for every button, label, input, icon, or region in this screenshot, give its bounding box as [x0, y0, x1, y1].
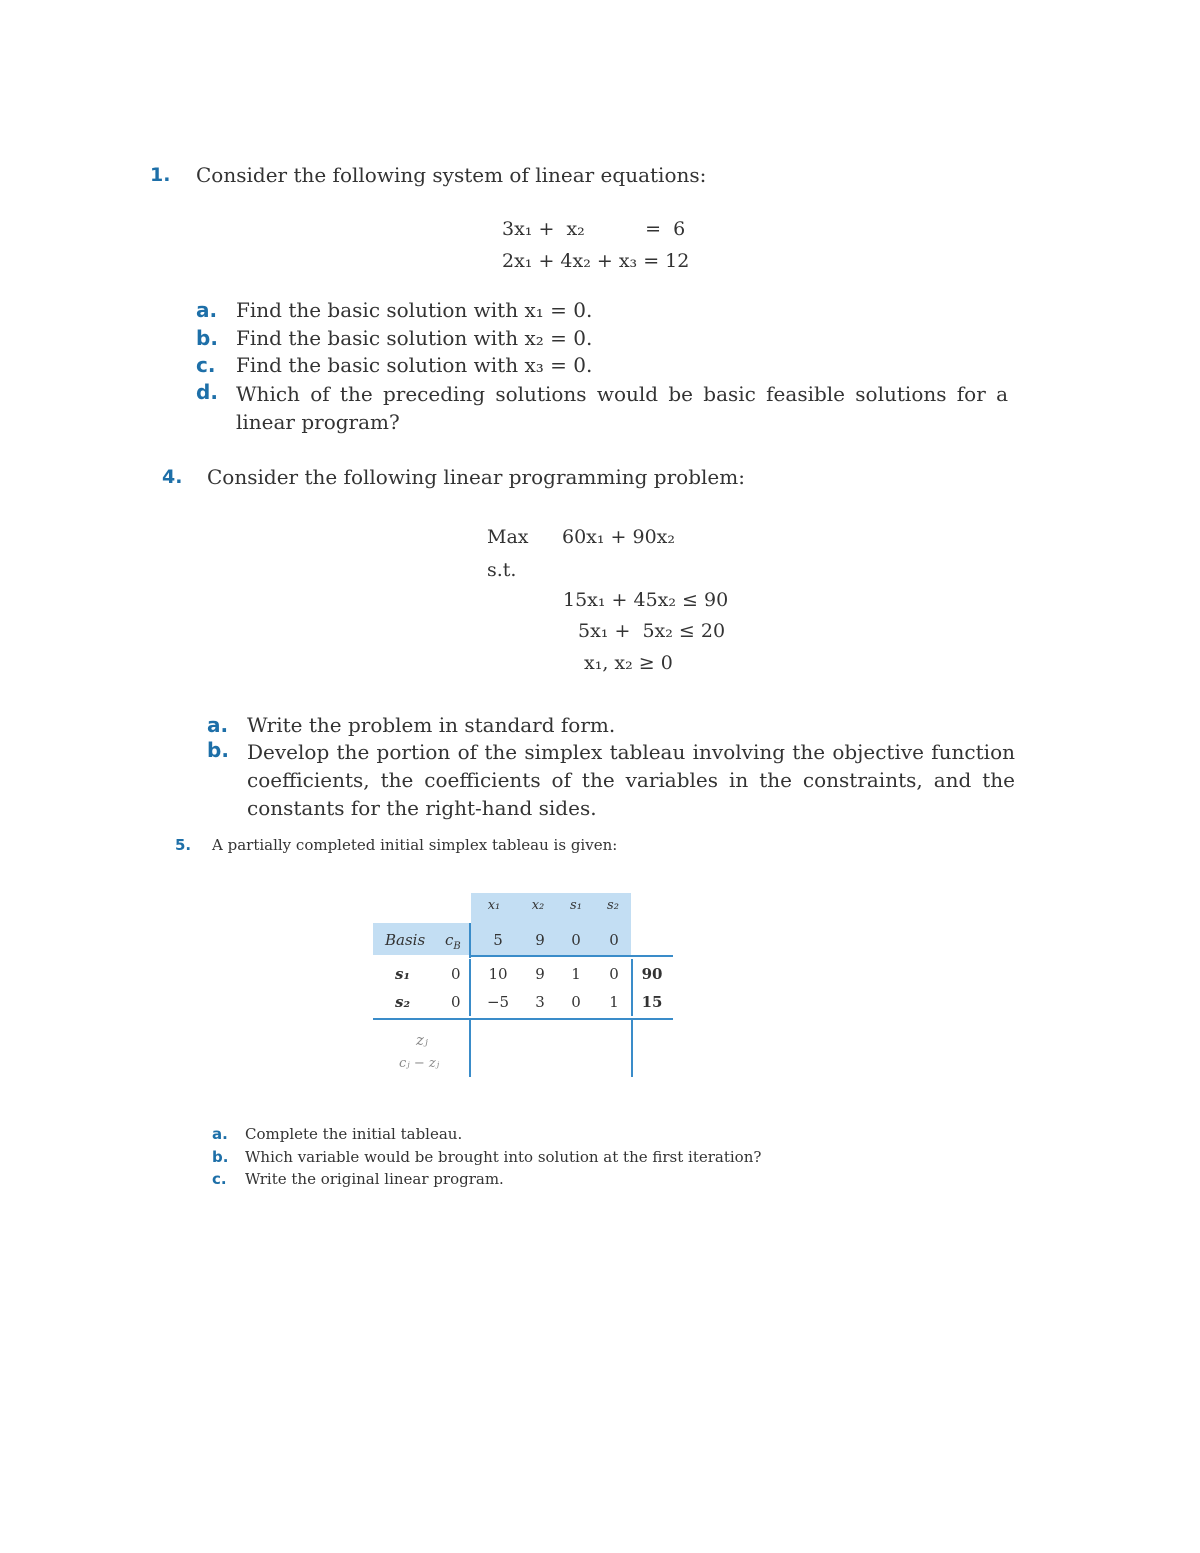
tableau-cb-subscript: B: [453, 941, 461, 952]
question-1-prompt: Consider the following system of linear equations:: [196, 163, 707, 187]
tableau-header-s1: s₁: [570, 898, 582, 913]
tableau-cj-zj-label: cⱼ − zⱼ: [399, 1056, 440, 1071]
q5-part-a: [212, 1125, 912, 1143]
q1-part-d-label: d.: [196, 380, 218, 404]
tableau-header-x1: x₁: [487, 898, 501, 913]
q4-max-label: Max: [487, 526, 529, 548]
q1-part-b-text: Find the basic solution with x₂ = 0.: [236, 326, 593, 350]
q4-constraint-2: 5x₁ + 5x₂ ≤ 20: [578, 620, 726, 642]
question-5-prompt: A partially completed initial simplex tableau is given:: [212, 836, 618, 854]
tableau-cj-s2: 0: [609, 931, 619, 949]
q4-part-a-label: a.: [207, 713, 229, 737]
tableau-basis-label: Basis: [385, 931, 426, 949]
q5-part-c-label: c.: [212, 1170, 227, 1188]
q4-part-b-text: Develop the portion of the simplex tableau involving the objective function coefficients, the coefficients of the variables in the constraints, and the constants for the right-hand sides.: [247, 740, 1015, 820]
q5-part-a-text: Complete the initial tableau.: [245, 1125, 463, 1143]
tableau-row2-s2: 1: [609, 993, 619, 1011]
tableau-row2-x2: 3: [535, 993, 545, 1011]
tableau-row1-s1: 1: [571, 965, 581, 983]
question-5-number: 5.: [175, 836, 192, 854]
tableau-cj-x2: 9: [535, 931, 545, 949]
tableau-row1-cb: 0: [451, 965, 461, 983]
tableau-header-x2: x₂: [531, 898, 545, 913]
q1-equation-1: 3x₁ + x₂ = 6: [502, 218, 686, 240]
simplex-tableau: [373, 893, 675, 1078]
q1-part-a-text: Find the basic solution with x₁ = 0.: [236, 298, 593, 322]
tableau-divider-lower-rhs: [631, 1020, 633, 1077]
tableau-cj-x1: 5: [493, 931, 503, 949]
tableau-divider-upper: [469, 923, 471, 958]
question-1-number: 1.: [150, 164, 171, 186]
tableau-divider-rhs: [631, 959, 633, 1016]
tableau-row2-basis: s₂: [395, 993, 411, 1011]
q4-part-b-label: b.: [207, 738, 229, 762]
q4-constraint-1: 15x₁ + 45x₂ ≤ 90: [563, 589, 729, 611]
tableau-row2-s1: 0: [571, 993, 581, 1011]
q1-part-d-text: Which of the preceding solutions would be basic feasible solutions for a linear program?: [236, 382, 1008, 434]
tableau-row2-rhs: 15: [641, 993, 663, 1011]
tableau-cb-letter: c: [445, 931, 454, 949]
q4-part-a: [207, 713, 1017, 737]
tableau-zj-label: zⱼ: [416, 1031, 428, 1049]
tableau-header-s2: s₂: [607, 898, 619, 913]
tableau-row1-x1: 10: [488, 965, 508, 983]
tableau-divider-mid: [469, 959, 471, 1016]
tableau-line-cj: [471, 955, 673, 957]
tableau-line-body: [373, 1018, 673, 1020]
question-4-prompt: Consider the following linear programming problem:: [207, 465, 745, 489]
q1-part-b: [196, 326, 1016, 350]
q4-st-label: s.t.: [487, 559, 517, 581]
q1-part-c-label: c.: [196, 353, 216, 377]
tableau-cb-label: [445, 931, 461, 952]
q1-part-c: [196, 353, 1016, 377]
q5-part-c: [212, 1170, 912, 1188]
question-4-number: 4.: [162, 466, 183, 488]
q1-part-d: [196, 380, 1008, 436]
q1-part-a-label: a.: [196, 298, 218, 322]
tableau-row1-s2: 0: [609, 965, 619, 983]
tableau-cj-s1: 0: [571, 931, 581, 949]
tableau-divider-lower: [469, 1020, 471, 1077]
tableau-row2-cb: 0: [451, 993, 461, 1011]
tableau-row1-x2: 9: [535, 965, 545, 983]
tableau-row2-x1: −5: [486, 993, 510, 1011]
q1-part-c-text: Find the basic solution with x₃ = 0.: [236, 353, 593, 377]
q5-part-a-label: a.: [212, 1125, 228, 1143]
q4-objective: 60x₁ + 90x₂: [562, 526, 676, 548]
q1-part-b-label: b.: [196, 326, 218, 350]
q5-part-b-label: b.: [212, 1148, 229, 1166]
q1-part-a: [196, 298, 1016, 322]
tableau-row1-basis: s₁: [395, 965, 411, 983]
q1-equation-2: 2x₁ + 4x₂ + x₃ = 12: [502, 250, 690, 272]
q4-constraint-3: x₁, x₂ ≥ 0: [584, 652, 673, 674]
q4-part-a-text: Write the problem in standard form.: [247, 713, 616, 737]
q5-part-b: [212, 1148, 912, 1166]
q5-part-b-text: Which variable would be brought into solution at the first iteration?: [245, 1148, 762, 1166]
tableau-row1-rhs: 90: [641, 965, 663, 983]
q5-part-c-text: Write the original linear program.: [245, 1170, 504, 1188]
q4-part-b: [207, 738, 1015, 822]
